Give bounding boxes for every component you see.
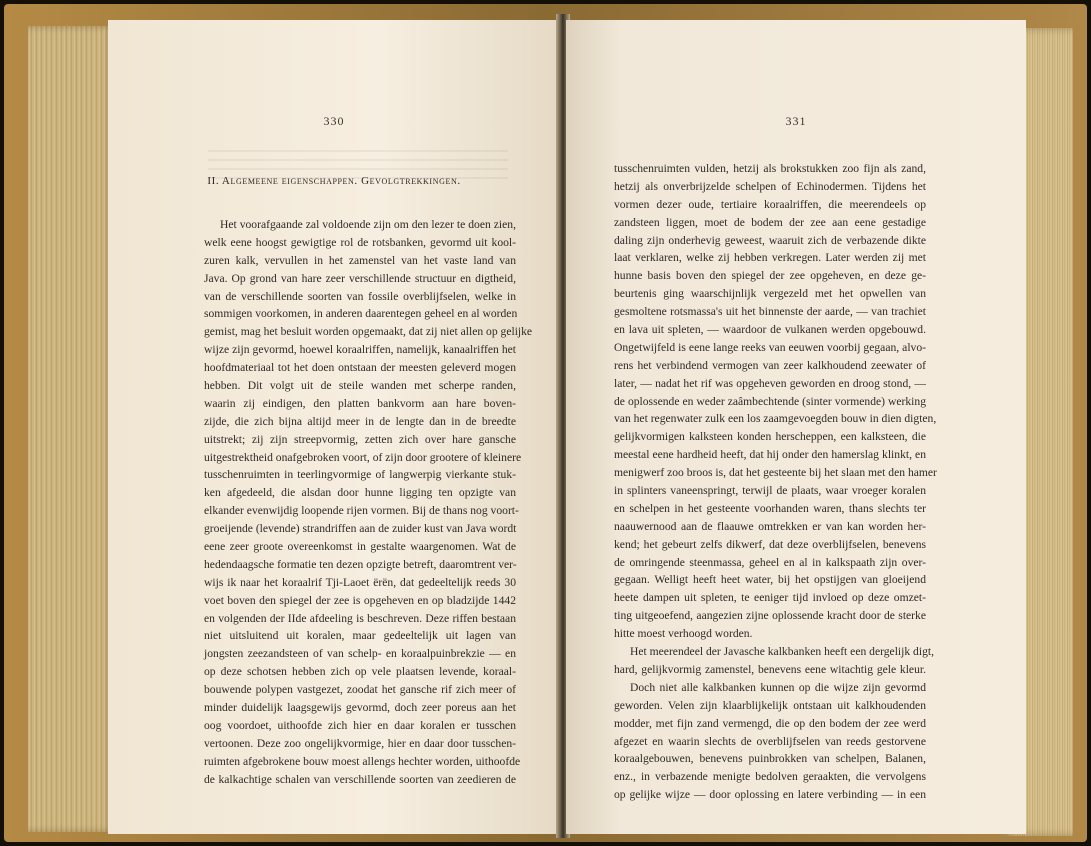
text-line: hitte moest verhoogd worden. xyxy=(614,627,753,641)
text-line: wijze zijn gevormd, hoewel koraalriffen, namelijk, kanaalriffen het xyxy=(204,343,516,357)
text-line: Het meerendeel der Javasche kalkbanken heeft een dergelijk digt, xyxy=(630,645,934,659)
text-line: van het regenwater zulk een los zaamgevoegden bouw in dien digten, xyxy=(614,412,937,426)
text-line: de omringende steenmassa, geheel en al in kalkspaath zijn over- xyxy=(614,555,926,569)
text-line: hebben. Dit volgt uit de steile wanden met scherpe randen, xyxy=(204,379,516,393)
text-line: voet boven den spiegel der zee is opgeheven en op bladzijde 1442 xyxy=(204,593,516,607)
text-line: vormen dezer oude, tertiaire koraalriffen, die meerendeels op xyxy=(614,197,926,211)
text-line: hoofdmateriaal tot het doen ontstaan der meesten geleverd mogen xyxy=(204,361,516,375)
text-line: op deze schotsen hebben zich op vele plaatsen levende, koraal- xyxy=(204,665,516,679)
right-page-body xyxy=(614,160,937,804)
text-line: elkander evenwijdig loopende rijen vormen. Bij de thans nog voort- xyxy=(204,504,519,518)
text-line: waarin zij eindigen, den platten bankvorm aan hare boven- xyxy=(204,396,516,410)
text-line: gegaan. Welligt heeft heet water, bij het opstijgen van gloeijend xyxy=(614,573,926,587)
text-line: tusschenruimten vulden, hetzij als brokstukken zoo fijn als zand, xyxy=(614,162,926,175)
text-line: hedendaagsche formatie ten dezen opzigte betreft, daaromtrent ver- xyxy=(204,557,517,571)
text-line: laat verklaren, welke zij hebben verkregen. Later werden zij met xyxy=(614,251,926,265)
text-line: hard, gelijkvormig zamenstel, benevens eene witachtig gele kleur. xyxy=(614,662,926,676)
text-line: meestal eene hardheid heeft, dat hij onder den hamerslag klinkt, en xyxy=(614,448,926,462)
text-line: zuren kalk, vervullen in het zamenstel van het vaste land van xyxy=(204,253,516,267)
text-line: eene zeer groote overeenkomst in gestalte waargenomen. Wat de xyxy=(204,540,516,554)
text-line: de oplossende en weder zaâmbechtende (sinter vormende) werking xyxy=(614,394,926,408)
right-page-number: 331 xyxy=(785,114,807,128)
text-line: en schelpen in het gesteente voorhanden waren, thans slechts ter xyxy=(614,501,926,515)
text-line: ting uitgeoefend, aangezien zijne oplossende kracht door de sterke xyxy=(614,609,926,623)
text-line: later, — nadat het rif was opgeheven geworden en droog stond, — xyxy=(614,376,926,390)
text-line: rens het verbindend vermogen van zeer kalkhoudend zeewater of xyxy=(614,358,926,372)
text-line: en volgenden der IIde afdeeling is beschreven. Deze riffen bestaan xyxy=(204,611,516,625)
text-line: zandsteen liggen, moet de bodem der zee aan eene gestadige xyxy=(614,215,926,229)
text-line: modder, met fijn zand vermengd, die op den bodem der zee werd xyxy=(614,716,926,730)
text-line: hunne basis boven den spiegel der zee opgeheven, en deze ge- xyxy=(614,269,926,283)
text-line: en lava uit spleten, — waardoor de vulkanen werden opgebouwd. xyxy=(614,323,926,337)
text-line: Het voorafgaande zal voldoende zijn om den lezer te doen zien, xyxy=(220,218,516,231)
text-line: niet uitsluitend uit koralen, maar gedeeltelijk uit lagen van xyxy=(204,629,516,643)
text-line: uitgestrektheid onafgebroken voort, of zijn door grootere of kleinere xyxy=(204,450,522,464)
text-line: ruimten afgebrokene bouw moest allengs hechter worden, uithoofde xyxy=(204,754,521,768)
text-line: van de verschillende soorten van fossile overblijfselen, welke in xyxy=(204,289,516,303)
text-line: wijs ik naar het koraalrif Tji-Laoet ërën, dat gedeeltelijk reeds 30 xyxy=(204,575,516,589)
right-page xyxy=(566,20,1026,834)
left-page-number: 330 xyxy=(323,114,345,128)
text-line: de kalkachtige schalen van verschillende soorten van zeedieren de xyxy=(204,772,516,786)
text-line: oog voordoet, uithoofde zich hier en daar koralen er tusschen xyxy=(204,718,516,732)
text-line: kend; het gebeurt zelfs dikwerf, dat deze overblijfselen, benevens xyxy=(614,537,926,551)
text-line: op gelijke wijze — door oplossing en latere verbinding — in een xyxy=(614,788,926,802)
left-page xyxy=(108,20,560,834)
text-line: gemist, mag het besluit worden opgemaakt, dat zij niet allen op gelijke xyxy=(204,325,533,339)
text-line: jongsten zeezandsteen of van schelp- en koraalpuinbrekzie — en xyxy=(204,647,516,661)
text-line: zijde, die zich bijna altijd meer in de lengte dan in de breedte xyxy=(204,414,516,428)
text-line: beurtenis ging waarschijnlijk vergezeld met het opwellen van xyxy=(614,287,926,301)
text-line: koraalgebouwen, benevens puinbrokken van schelpen, Balanen, xyxy=(614,752,926,766)
text-line: menigwerf zoo broos is, dat het gesteente bij het slaan met den hamer xyxy=(614,466,937,480)
left-page-edges xyxy=(28,26,116,832)
section-title: II. Algemeene eigenschappen. Gevolgtrekkingen. xyxy=(207,175,461,187)
text-line: tusschenruimten in teerlingvormige of langwerpig vierkante stuk- xyxy=(204,468,516,482)
text-line: enz., in verbazende menigte bedolven geraakten, die vervolgens xyxy=(614,770,926,784)
text-line: geworden. Velen zijn klaarblijkelijk ontstaan uit kalkhoudenden xyxy=(614,698,926,712)
text-line: welk eene hoogst gewigtige rol de rotsbanken, gevormd uit kool- xyxy=(204,235,516,249)
text-line: afgezet en waarin slechts de overblijfselen van reeds gestorvene xyxy=(614,734,926,748)
text-line: Doch niet alle kalkbanken kunnen op die wijze zijn gevormd xyxy=(630,680,926,694)
left-page-body xyxy=(204,216,533,789)
text-line: gelijkvormigen kalksteen konden herscheppen, een kalksteen, die xyxy=(614,430,926,444)
text-line: bouwende polypen vastgezet, zoodat het gansche rif zich meer of xyxy=(204,683,516,697)
text-line: daling zijn onderhevig geweest, waaruit zich de verbazende dikte xyxy=(614,233,926,247)
text-line: Ongetwijfeld is eene lange reeks van eeuwen voorbij gegaan, alvo- xyxy=(614,340,926,354)
text-line: in splinters vaneenspringt, terwijl de plaats, waar vroeger koralen xyxy=(614,484,926,498)
text-line: ken afgedeeld, die alsdan door hunne ligging ten opzigte van xyxy=(204,486,516,500)
text-line: naauwernood aan de flaauwe omtrekken er van kan worden her- xyxy=(614,519,926,533)
text-line: uitstrekt; zij zijn streepvormig, zetten zich over hare gansche xyxy=(204,432,516,446)
text-line: hetzij als onverbrijzelde schelpen of Echinodermen. Tijdens het xyxy=(614,179,926,193)
text-line: minder duidelijk laagsgewijs gevormd, doch zeer poreus aan het xyxy=(204,701,516,715)
text-line: groeijende (levende) strandriffen aan de zuider kust van Java wordt xyxy=(204,522,517,536)
text-line: sommigen voorkomen, in anderen daarentegen geheel en al worden xyxy=(204,307,518,321)
book xyxy=(4,4,1087,842)
text-line: heete dampen uit spleten, te eeniger tijd invloed op deze omzet- xyxy=(614,591,926,605)
text-line: vertoonen. Deze zoo ongelijkvormige, hier en daar door tusschen- xyxy=(204,736,516,750)
text-line: gesmoltene rotsmassa's uit het binnenste der aarde, — van trachiet xyxy=(614,305,926,319)
text-line: Java. Op grond van hare zeer verschillende structuur en digtheid, xyxy=(204,271,516,285)
